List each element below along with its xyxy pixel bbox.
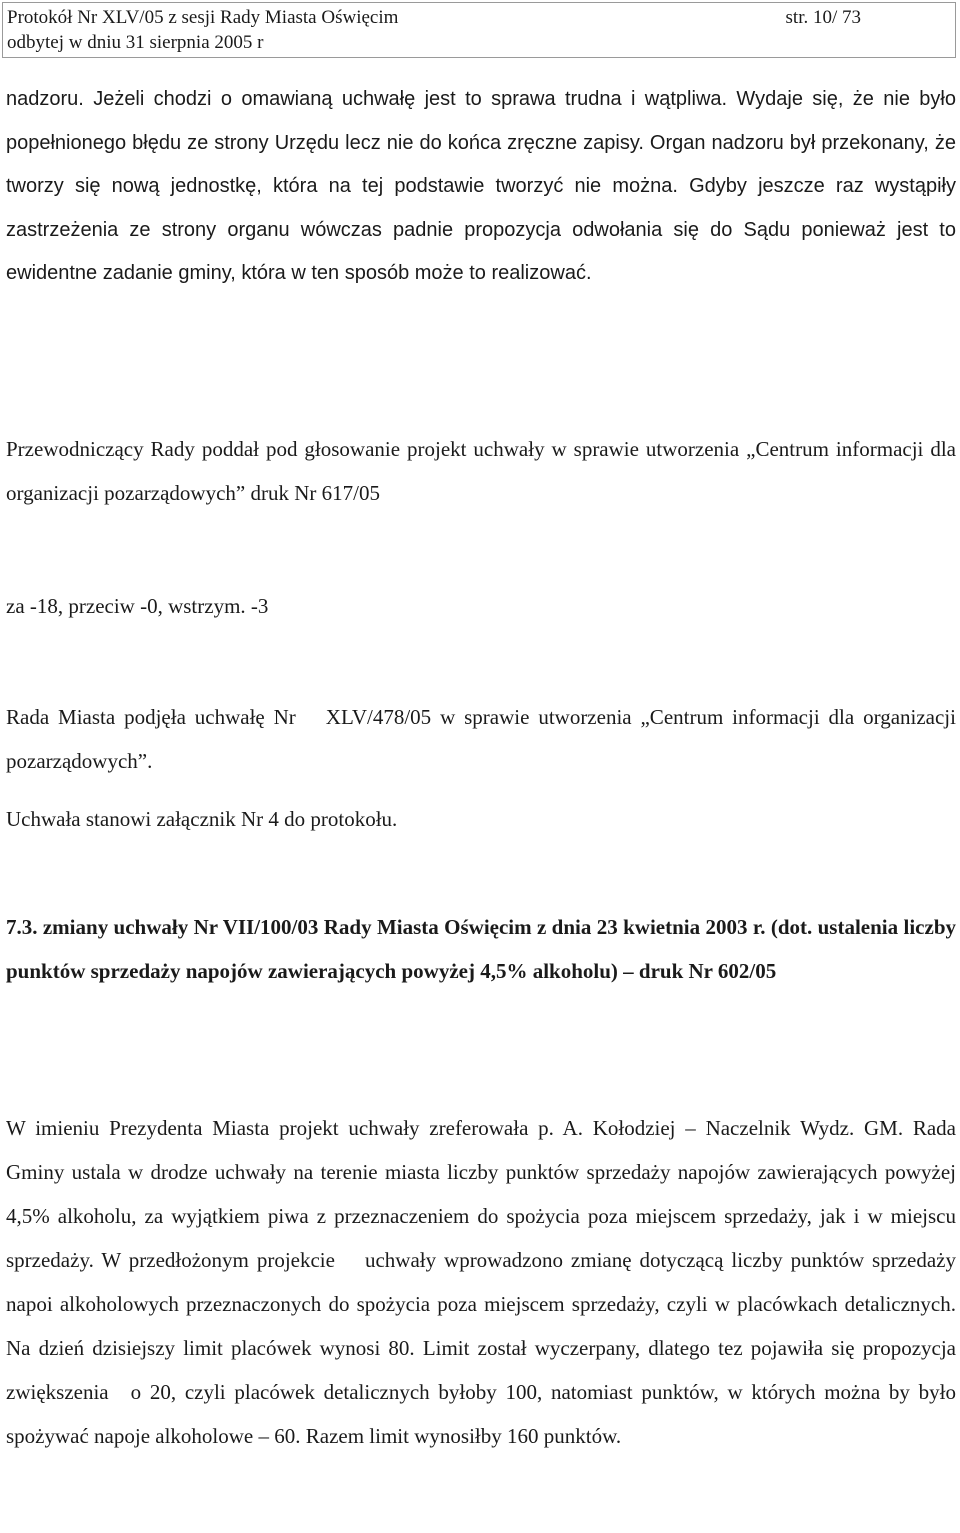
resolution-text-b: XLV/478/05 w sprawie utworzenia „Centrum informacji dla organizacji pozarządowych”. — [6, 705, 956, 773]
resolution-text-a: Rada Miasta podjęła uchwałę Nr — [6, 705, 296, 729]
presentation-text-a: W imieniu Prezydenta Miasta projekt uchwały zreferowała p. A. Kołodziej – Naczelnik Wydz. GM. Rada Gminy ustala w drodze uchwały na terenie miasta liczby punktów sprzedaży napojów zawierających powyżej 4,5% alkoholu, za wyjątkiem piwa z przeznaczeniem do spożycia poza miejscem sprzedaży, jak i w miejscu sprzedaży. W przedłożonym projekcie — [6, 1116, 956, 1272]
presentation-text-b: uchwały wprowadzono zmianę dotyczącą liczby punktów sprzedaży napoi alkoholowych przeznaczonych do spożycia poza miejscem sprzedaży, czyli w placówkach detalicznych. Na dzień dzisiejszy limit placówek wynosi 80. Limit został wyczerpany, dlatego tez pojawiła się propozycja zwiększenia — [6, 1248, 956, 1404]
presentation-text-c: o 20, czyli placówek detalicznych byłoby 100, natomiast punktów, w których można by było spożywać napoje alkoholowe – 60. Razem limit wynosiłby 160 punktów. — [6, 1380, 956, 1448]
header-page-number: str. 10/ 73 — [785, 7, 861, 28]
agenda-item-7-3-heading: 7.3. zmiany uchwały Nr VII/100/03 Rady Miasta Oświęcim z dnia 23 kwietnia 2003 r. (dot. ustalenia liczby punktów sprzedaży napojów zawierających powyżej 4,5% alkoholu) – druk Nr 602/05 — [6, 915, 956, 983]
attachment-note: Uchwała stanowi załącznik Nr 4 do protokołu. — [6, 807, 398, 831]
vote-result: za -18, przeciw -0, wstrzym. -3 — [6, 594, 269, 618]
header-protocol-title: Protokół Nr XLV/05 z sesji Rady Miasta Oświęcim — [7, 7, 399, 28]
paragraph-nadzor: nadzoru. Jeżeli chodzi o omawianą uchwałę jest to sprawa trudna i wątpliwa. Wydaje się, że nie było popełnionego błędu ze strony Urzędu lecz nie do końca zręczne zapisy. Organ nadzoru był przekonany, że tworzy się nową jednostkę, która na tej podstawie tworzyć nie można. Gdyby jeszcze raz wystąpiły zastrzeżenia ze strony organu wówczas padnie propozycja odwołania się do Sądu ponieważ jest to ewidentne zadanie gminy, która w ten sposób może to realizować. — [6, 88, 956, 284]
page-header — [2, 2, 956, 58]
header-session-date: odbytej w dniu 31 sierpnia 2005 r — [7, 32, 264, 53]
paragraph-presentation — [6, 1106, 956, 1458]
paragraph-vote-proposal: Przewodniczący Rady poddał pod głosowanie projekt uchwały w sprawie utworzenia „Centrum informacji dla organizacji pozarządowych” druk Nr 617/05 — [6, 437, 956, 505]
paragraph-resolution-adopted — [6, 696, 956, 783]
